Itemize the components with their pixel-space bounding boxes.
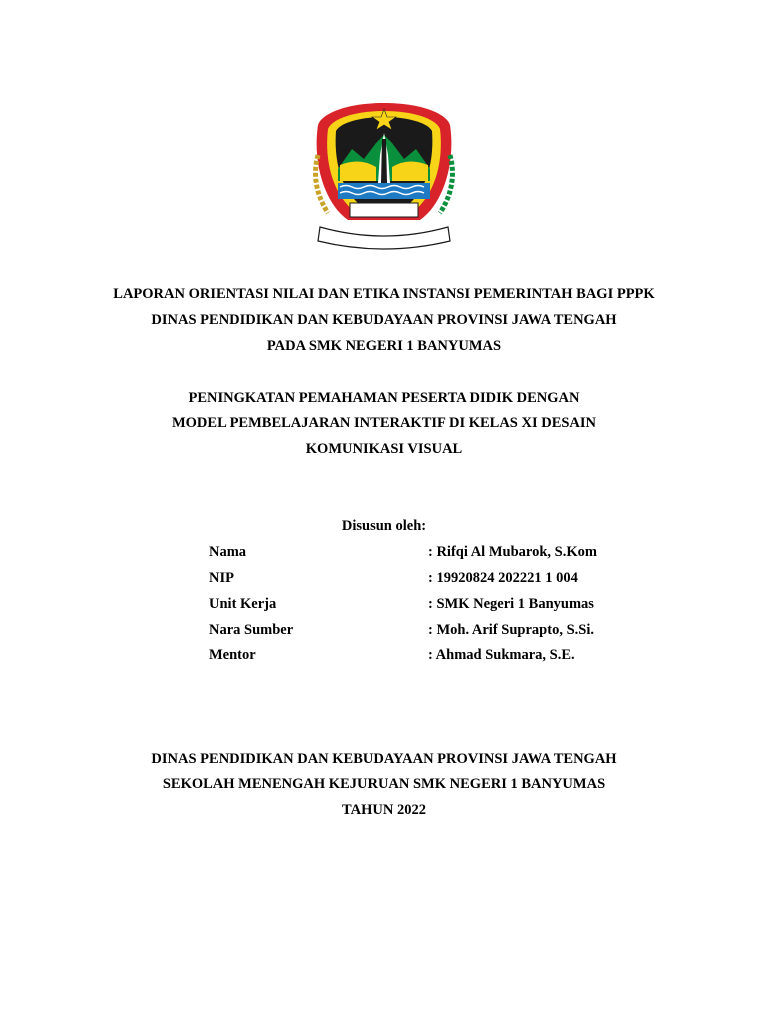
author-label-nip: NIP (209, 570, 234, 586)
author-value-mentor: : Ahmad Sukmara, S.E. (428, 647, 575, 663)
author-heading: Disusun oleh: (341, 518, 427, 534)
author-value-nara-sumber: : Moh. Arif Suprapto, S.Si. (428, 622, 594, 638)
author-label-mentor: Mentor (209, 647, 256, 663)
footer-line-3: TAHUN 2022 (342, 802, 426, 818)
author-label-nara-sumber: Nara Sumber (209, 622, 294, 638)
author-label-nama: Nama (209, 544, 247, 560)
author-label-unit-kerja: Unit Kerja (209, 596, 277, 612)
footer-line-1: DINAS PENDIDIKAN DAN KEBUDAYAAN PROVINSI JAWA TENGAH (151, 751, 617, 767)
report-title-line-1: LAPORAN ORIENTASI NILAI DAN ETIKA INSTANSI PEMERINTAH BAGI PPPK (113, 286, 655, 302)
author-value-nip: : 19920824 202221 1 004 (428, 570, 578, 586)
author-value-unit-kerja: : SMK Negeri 1 Banyumas (428, 596, 594, 612)
emblem-spire-shadow (381, 139, 387, 183)
emblem-motto-ribbon (318, 227, 450, 249)
author-value-nama: : Rifqi Al Mubarok, S.Kom (428, 544, 597, 560)
subject-line-2: MODEL PEMBELAJARAN INTERAKTIF DI KELAS XI DESAIN (171, 415, 597, 431)
report-title-line-3: PADA SMK NEGERI 1 BANYUMAS (266, 338, 502, 354)
subject-line-1: PENINGKATAN PEMAHAMAN PESERTA DIDIK DENGAN (188, 390, 580, 406)
footer-line-2: SEKOLAH MENENGAH KEJURUAN SMK NEGERI 1 BANYUMAS (162, 776, 606, 792)
subject-line-3: KOMUNIKASI VISUAL (305, 441, 463, 457)
report-title-line-2: DINAS PENDIDIKAN DAN KEBUDAYAAN PROVINSI JAWA TENGAH (151, 312, 617, 328)
jawa-tengah-emblem (300, 95, 468, 255)
emblem-name-banner (350, 203, 418, 217)
